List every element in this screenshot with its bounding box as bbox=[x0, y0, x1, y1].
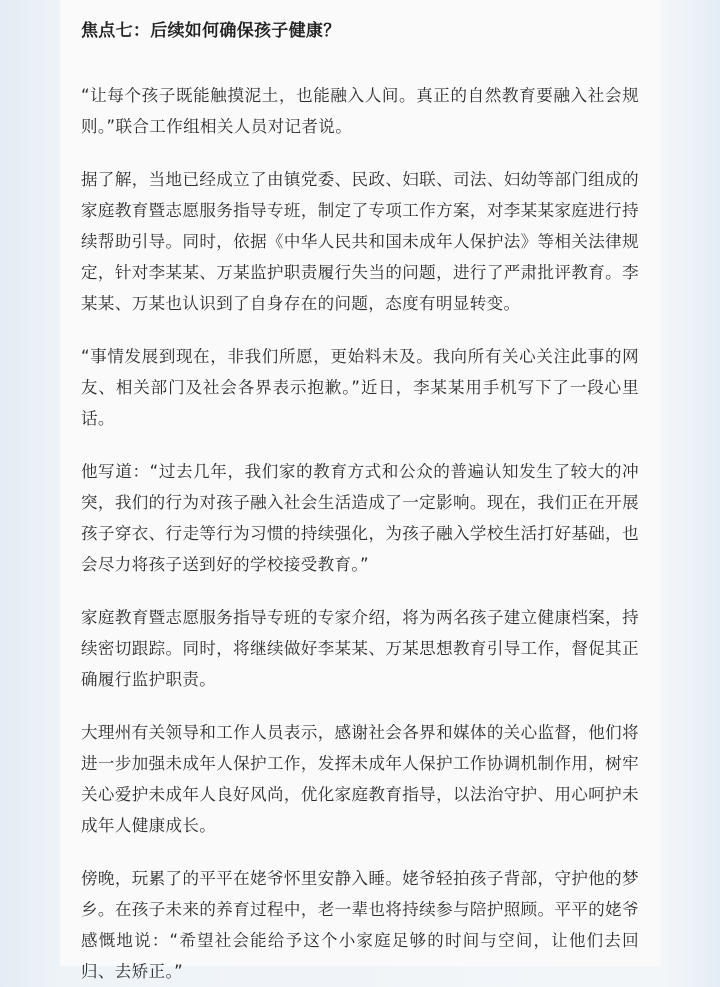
paragraph-4: 他写道：“过去几年，我们家的教育方式和公众的普遍认知发生了较大的冲突，我们的行为对孩子融入社会生活造成了一定影响。现在，我们正在开展孩子穿衣、行走等行为习惯的持续强化，为孩子融入学校生活打好基础，也会尽力将孩子送到好的学校接受教育。” bbox=[81, 462, 639, 574]
paragraph-2: 据了解，当地已经成立了由镇党委、民政、妇联、司法、妇幼等部门组成的家庭教育暨志愿服务指导专班，制定了专项工作方案，对李某某家庭进行持续帮助引导。同时，依据《中华人民共和国未成年人保护法》等相关法律规定，针对李某某、万某监护职责履行失当的问题，进行了严肃批评教育。李某某、万某也认识到了自身存在的问题，态度有明显转变。 bbox=[81, 170, 639, 313]
article-page bbox=[60, 0, 661, 981]
section-heading: 焦点七：后续如何确保孩子健康？ bbox=[81, 21, 341, 41]
paragraph-1: “让每个孩子既能触摸泥土，也能融入人间。真正的自然教育要融入社会规则。”联合工作组相关人员对记者说。 bbox=[81, 86, 639, 136]
paragraph-5: 家庭教育暨志愿服务指导专班的专家介绍，将为两名孩子建立健康档案，持续密切跟踪。同时，将继续做好李某某、万某思想教育引导工作，督促其正确履行监护职责。 bbox=[81, 608, 639, 689]
paragraph-6: 大理州有关领导和工作人员表示，感谢社会各界和媒体的关心监督，他们将进一步加强未成年人保护工作，发挥未成年人保护工作协调机制作用，树牢关心爱护未成年人良好风尚，优化家庭教育指导，以法治守护、用心呵护未成年人健康成长。 bbox=[81, 723, 639, 835]
paragraph-3: “事情发展到现在，非我们所愿，更始料未及。我向所有关心关注此事的网友、相关部门及社会各界表示抱歉。”近日，李某某用手机写下了一段心里话。 bbox=[81, 347, 639, 428]
paragraph-7: 傍晚，玩累了的平平在姥爷怀里安静入睡。姥爷轻拍孩子背部，守护他的梦乡。在孩子未来的养育过程中，老一辈也将持续参与陪护照顾。平平的姥爷感慨地说：“希望社会能给予这个小家庭足够的时间与空间，让他们去回归、去矫正。” bbox=[81, 869, 639, 981]
